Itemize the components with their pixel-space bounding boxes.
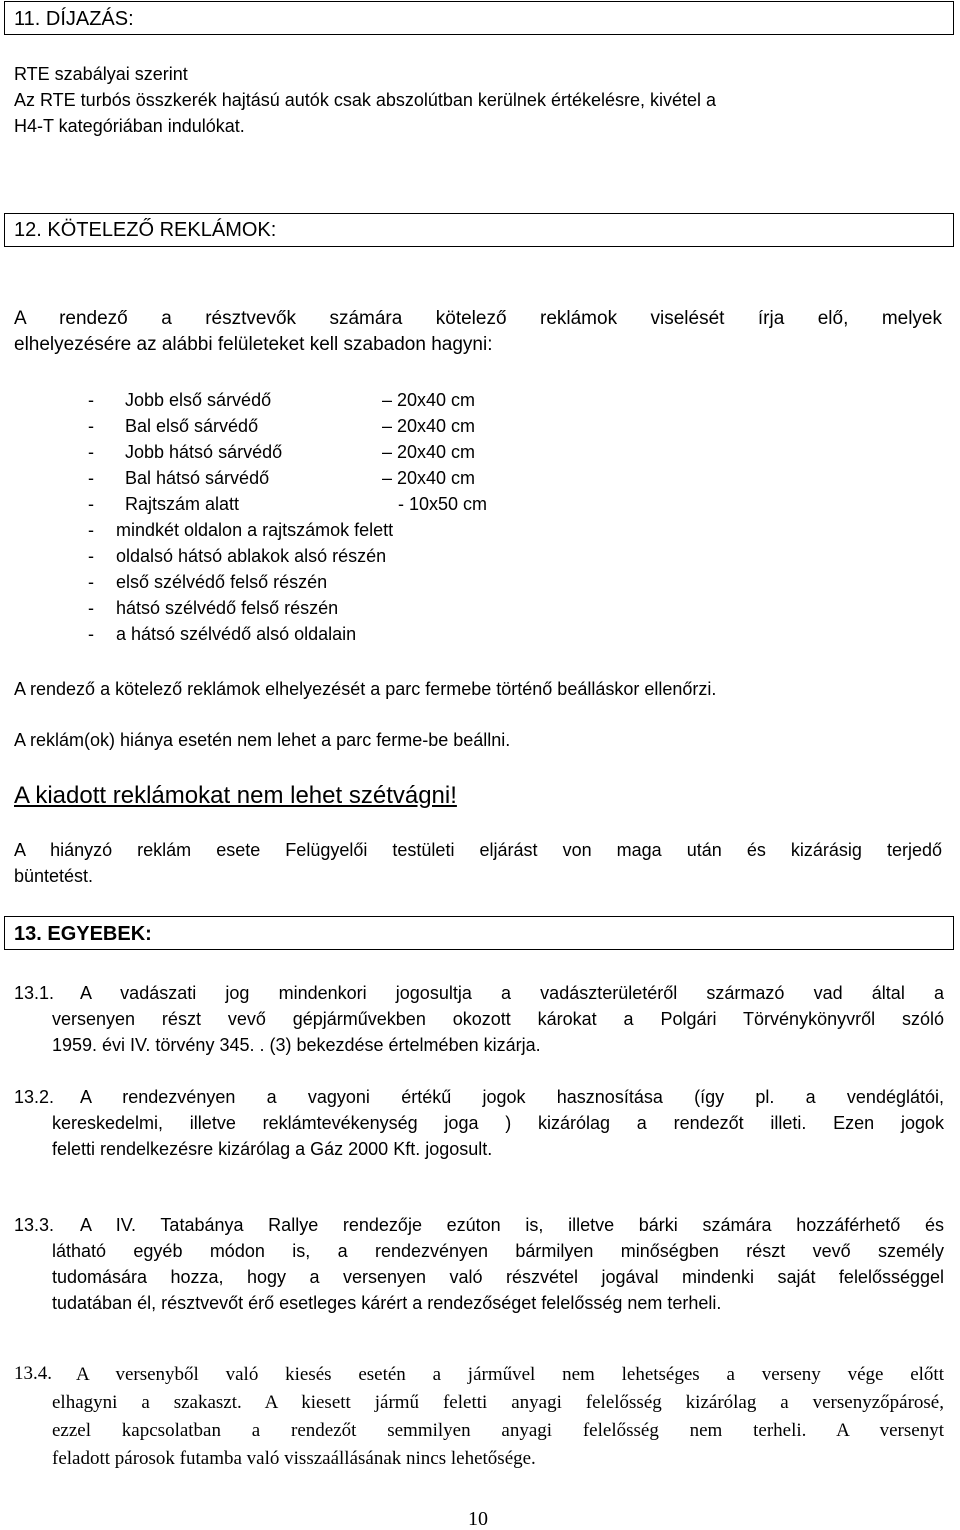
list-dash: - (88, 494, 94, 514)
item-13-3-line-2: látható egyéb módon is, a rendezvényen bármilyen minőségben részt vevő személy (52, 1241, 944, 1261)
list-item-size: – 20x40 cm (382, 416, 476, 436)
list-item: oldalsó hátsó ablakok alsó részén (116, 546, 387, 566)
list-item-size: – 20x40 cm (382, 442, 476, 462)
item-13-4-line-2: elhagyni a szakaszt. A kiesett jármű feletti anyagi felelősség kizárólag a versenyzőpárosé, (52, 1392, 944, 1413)
list-dash: - (88, 546, 94, 566)
item-13-1-body (80, 980, 944, 1006)
no-cut-warning: A kiadott reklámokat nem lehet szétvágni! (14, 782, 457, 809)
section-12-intro-line-2: elhelyezésére az alábbi felületeket kell szabadon hagyni: (14, 334, 493, 355)
list-item: Jobb első sárvédő (125, 390, 272, 410)
item-13-4-line-3: ezzel kapcsolatban a rendezőt semmilyen anyagi felelősség nem terheli. A versenyt (52, 1420, 944, 1441)
penalty-paragraph (14, 837, 942, 889)
item-13-1-line-2: versenyen részt vevő gépjárművekben okozott károkat a Polgári Törvénykönyvről szóló (52, 1009, 944, 1029)
list-dash: - (88, 416, 94, 436)
parc-ferme-check-text: A rendező a kötelező reklámok elhelyezését a parc fermebe történő beálláskor ellenőrzi. (14, 679, 717, 699)
item-13-1-number: 13.1. (14, 983, 55, 1003)
item-13-3-line-3: tudomására hozza, hogy a versenyen való részvétel jogával mindenki saját felelősséggel (52, 1267, 944, 1287)
item-13-4-cont (52, 1389, 944, 1473)
penalty-line-2: büntetést. (14, 866, 94, 886)
list-dash: - (88, 442, 94, 462)
section-11-line-2: Az RTE turbós összkerék hajtású autók csak abszolútban kerülnek értékelésre, kivétel a (14, 90, 717, 110)
item-13-2-line-2: kereskedelmi, illetve reklámtevékenység joga ) kizárólag a rendezőt illeti. Ezen jogok (52, 1113, 944, 1133)
list-dash: - (88, 390, 94, 410)
missing-advert-text: A reklám(ok) hiánya esetén nem lehet a parc ferme-be beállni. (14, 730, 511, 750)
list-item: a hátsó szélvédő alsó oldalain (116, 624, 357, 644)
list-item: hátsó szélvédő felső részén (116, 598, 339, 618)
item-13-1-line-1: A vadászati jog mindenkori jogosultja a vadászterületéről származó vad által a (80, 983, 944, 1003)
item-13-4-number: 13.4. (14, 1363, 52, 1384)
section-13-title: 13. EGYEBEK: (14, 923, 152, 945)
list-item: Bal első sárvédő (125, 416, 259, 436)
list-item: Bal hátsó sárvédő (125, 468, 270, 488)
item-13-4-body (76, 1361, 944, 1389)
section-11-line-1: RTE szabályai szerint (14, 64, 188, 84)
item-13-4-line-4: feladott párosok futamba való visszaállásának nincs lehetősége. (52, 1448, 536, 1469)
item-13-2-number: 13.2. (14, 1087, 55, 1107)
item-13-3-line-4: tudatában él, résztvevőt érő esetleges kárért a rendezőséget felelősség nem terheli. (52, 1293, 722, 1313)
section-12-intro-line-1: A rendező a résztvevők számára kötelező reklámok viselését írja elő, melyek (14, 308, 942, 329)
item-13-2-line-3: feletti rendelkezésre kizárólag a Gáz 2000 Kft. jogosult. (52, 1139, 493, 1159)
item-13-1-cont (52, 1006, 944, 1058)
list-dash: - (88, 624, 94, 644)
list-dash: - (88, 520, 94, 540)
list-item-size: - 10x50 cm (398, 494, 488, 514)
item-13-4-line-1: A versenyből való kiesés esetén a járművel nem lehetséges a verseny vége előtt (76, 1364, 944, 1385)
list-item: mindkét oldalon a rajtszámok felett (116, 520, 394, 540)
item-13-3-line-1: A IV. Tatabánya Rallye rendezője ezúton is, illetve bárki számára hozzáférhető és (80, 1215, 944, 1235)
item-13-3-body (80, 1212, 944, 1238)
item-13-2-line-1: A rendezvényen a vagyoni értékű jogok hasznosítása (így pl. a vendéglátói, (80, 1087, 944, 1107)
list-item-size: – 20x40 cm (382, 390, 476, 410)
item-13-3-number: 13.3. (14, 1215, 55, 1235)
section-11-header-box (4, 1, 954, 35)
section-12-intro (14, 306, 942, 358)
list-dash: - (88, 572, 94, 592)
list-item: Jobb hátsó sárvédő (125, 442, 283, 462)
list-item: első szélvédő felső részén (116, 572, 328, 592)
list-dash: - (88, 598, 94, 618)
section-12-title: 12. KÖTELEZŐ REKLÁMOK: (14, 219, 277, 241)
list-item: Rajtszám alatt (125, 494, 240, 514)
item-13-3-cont (52, 1238, 944, 1316)
page-number: 10 (468, 1508, 488, 1530)
item-13-2-body (80, 1084, 944, 1110)
item-13-2-cont (52, 1110, 944, 1162)
item-13-1-line-3: 1959. évi IV. törvény 345. . (3) bekezdése értelmében kizárja. (52, 1035, 541, 1055)
section-11-line-3: H4-T kategóriában indulókat. (14, 116, 245, 136)
list-item-size: – 20x40 cm (382, 468, 476, 488)
list-dash: - (88, 468, 94, 488)
penalty-line-1: A hiányzó reklám esete Felügyelői testületi eljárást von maga után és kizárásig terjedő (14, 840, 942, 860)
section-11-title: 11. DÍJAZÁS: (14, 8, 134, 30)
